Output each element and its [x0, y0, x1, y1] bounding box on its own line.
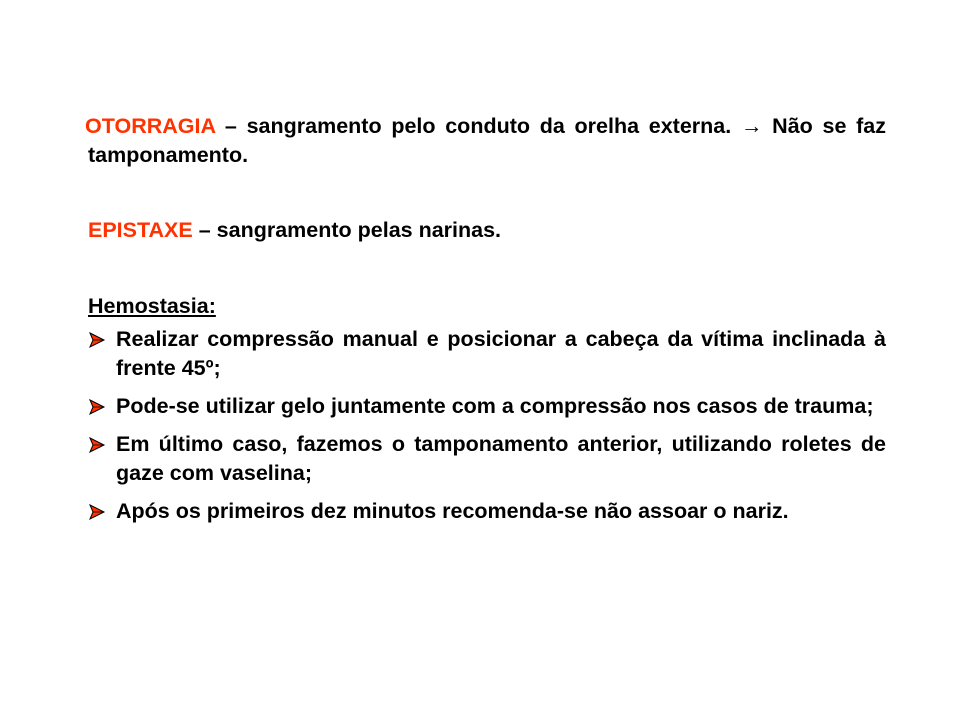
bullet-text: Após os primeiros dez minutos recomenda-se não assoar o nariz.: [116, 499, 789, 523]
list-item: [88, 497, 886, 526]
bullet-text: Pode-se utilizar gelo juntamente com a compressão nos casos de trauma;: [116, 394, 874, 418]
arrow-bullet-icon: [88, 503, 106, 521]
arrow-bullet-icon: [88, 436, 106, 454]
otorragia-paragraph: [85, 112, 886, 170]
epistaxe-definition: – sangramento pelas narinas.: [192, 218, 502, 242]
otorragia-term: OTORRAGIA: [85, 114, 216, 138]
list-item: [88, 430, 886, 488]
bullet-text: Em último caso, fazemos o tamponamento anterior, utilizando roletes de gaze com vaselina;: [116, 432, 886, 485]
otorragia-definition: – sangramento pelo conduto da orelha externa. → Não se faz tamponamento.: [88, 114, 886, 167]
epistaxe-term: EPISTAXE: [88, 218, 193, 242]
slide-content: [85, 112, 886, 535]
list-item: [88, 325, 886, 383]
hemostasia-heading: Hemostasia:: [88, 294, 216, 318]
arrow-bullet-icon: [88, 331, 106, 349]
bullet-text: Realizar compressão manual e posicionar a cabeça da vítima inclinada à frente 45º;: [116, 327, 886, 380]
list-item: [88, 392, 886, 421]
epistaxe-paragraph: [88, 216, 886, 245]
hemostasia-list: [88, 325, 886, 526]
arrow-bullet-icon: [88, 398, 106, 416]
